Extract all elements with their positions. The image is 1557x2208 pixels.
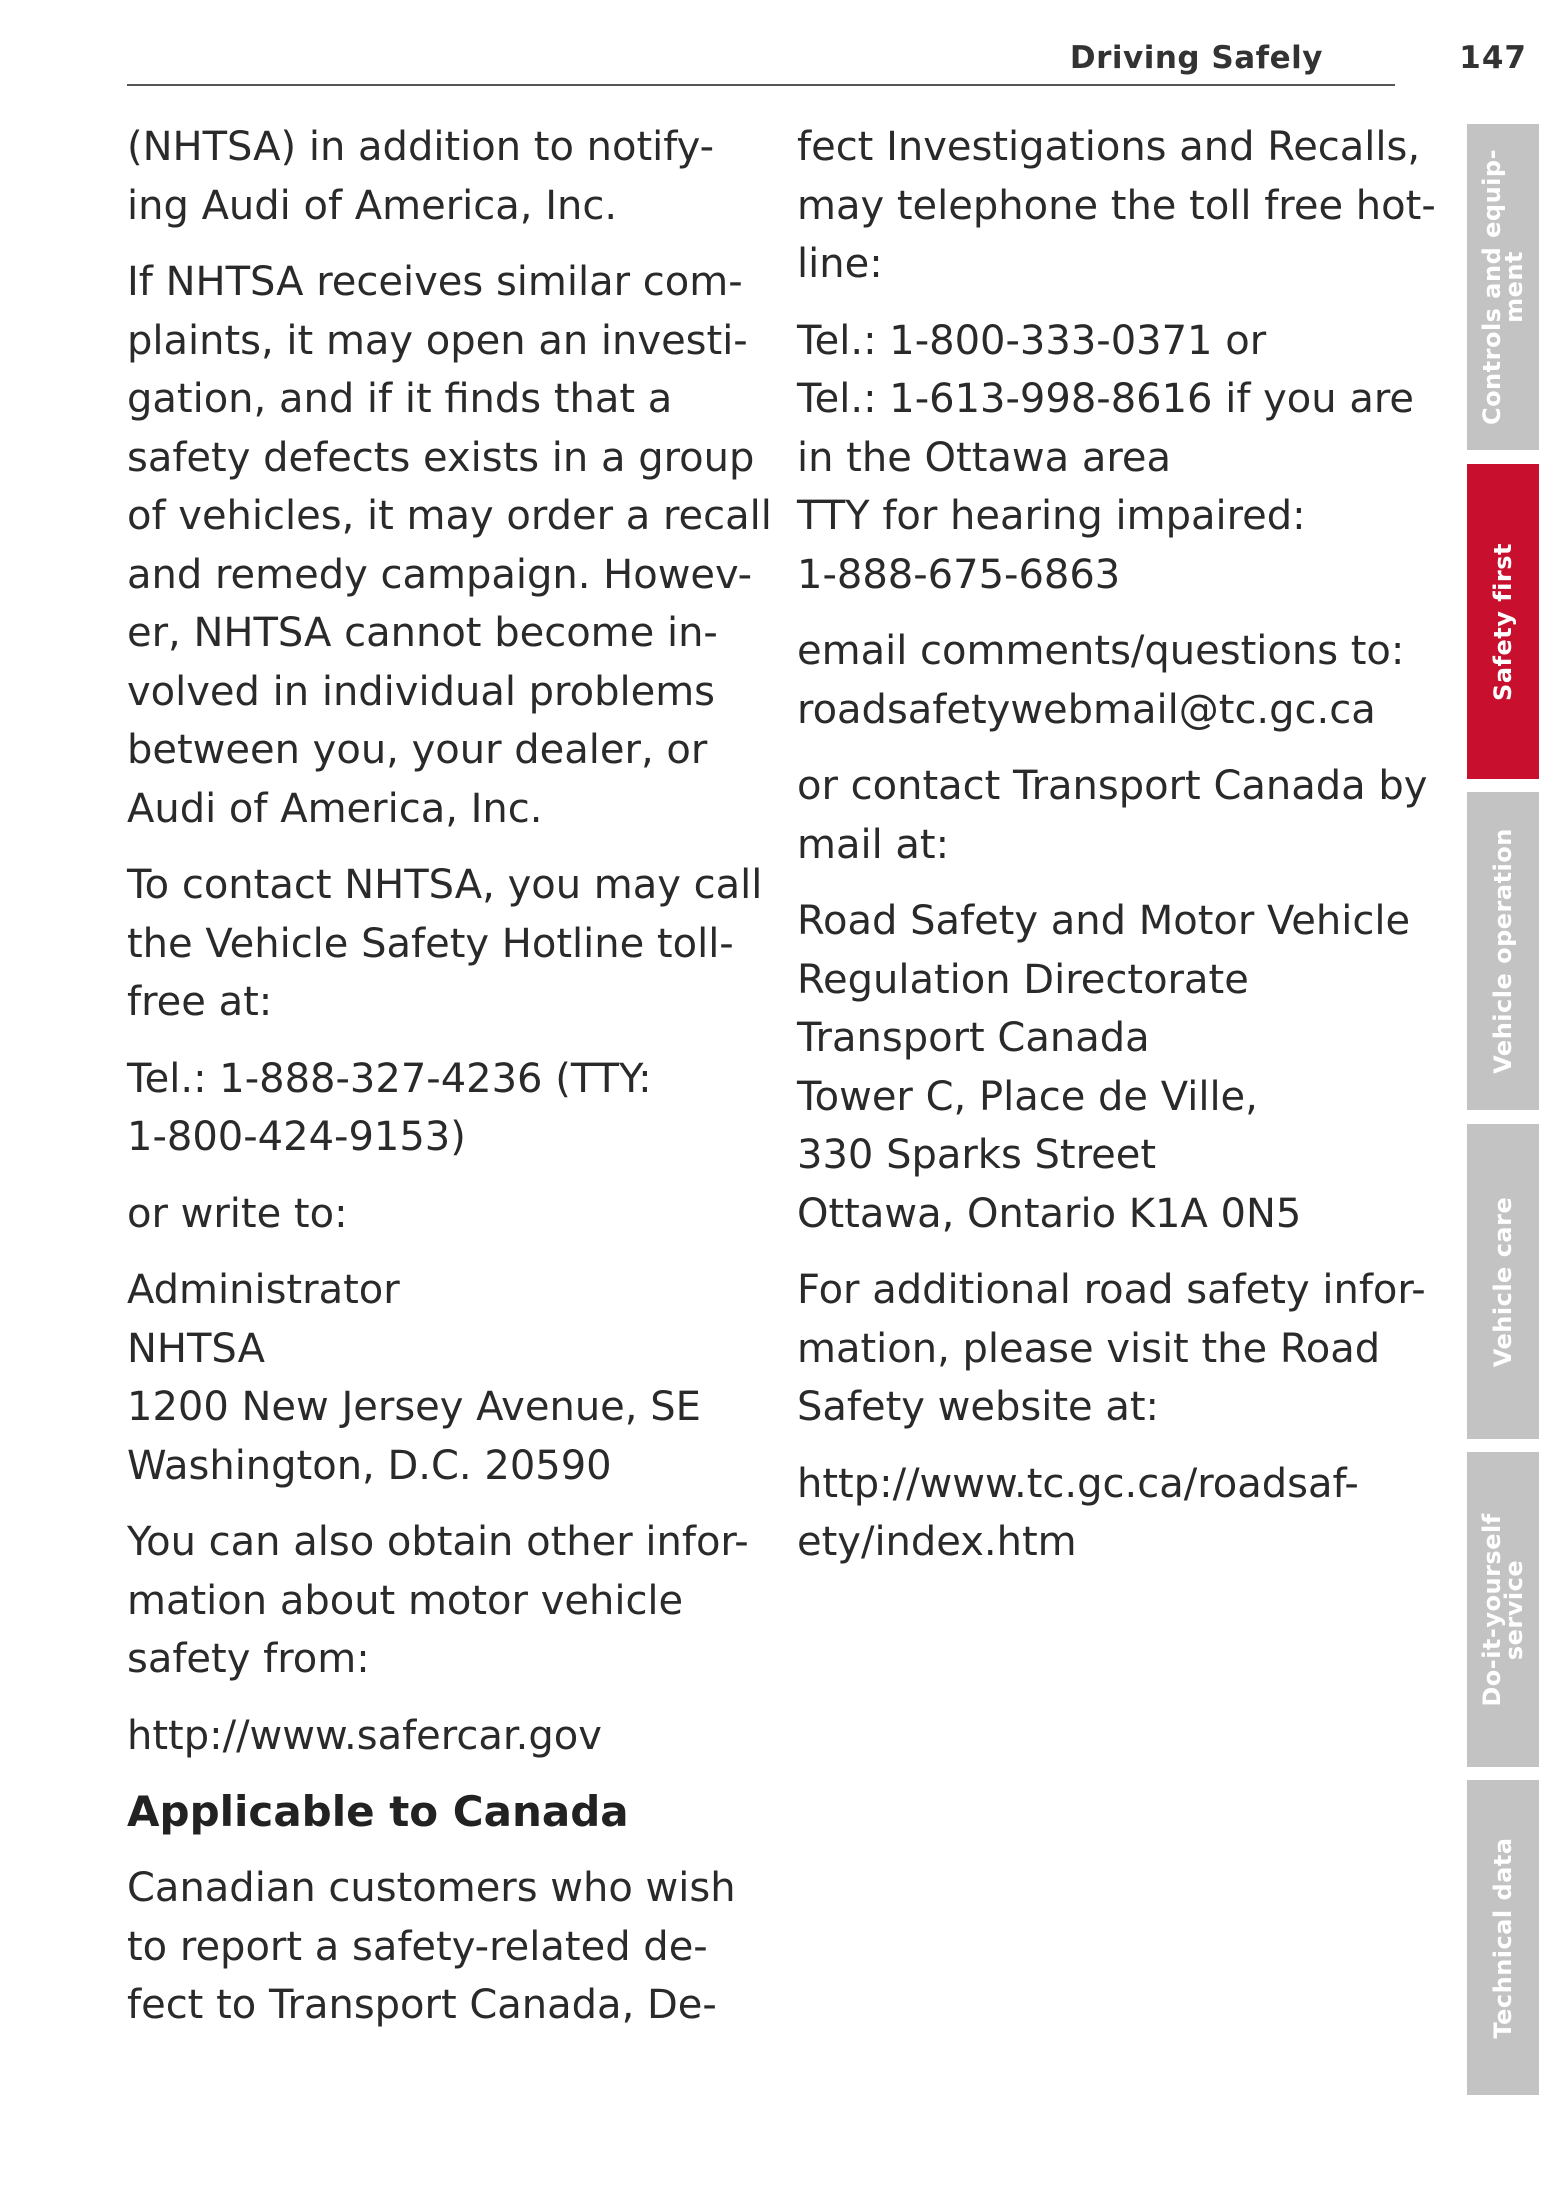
text-line: Canadian customers who wish: [127, 1865, 736, 1911]
chapter-tab-safety-first[interactable]: [1467, 464, 1539, 779]
text-line: fect Investigations and Recalls,: [797, 124, 1421, 170]
tab-label-line: Controls and equip-: [1478, 148, 1506, 426]
text-line: of vehicles, it may order a recall: [127, 493, 772, 539]
text-line: plaints, it may open an investi-: [127, 317, 748, 364]
text-line: Tower C, Place de Ville,: [797, 1073, 1258, 1120]
text-line: Audi of America, Inc.: [127, 785, 543, 832]
canada-email: [797, 622, 1417, 739]
text-line: Regulation Directorate: [797, 956, 1249, 1003]
paragraph: [797, 118, 1436, 294]
section-heading: Applicable to Canada: [127, 1787, 629, 1836]
canada-address: [797, 892, 1417, 1243]
chapter-tab-technical-data[interactable]: [1467, 1780, 1539, 2095]
chapter-tab-vehicle-operation[interactable]: [1467, 792, 1539, 1110]
chapter-tab-vehicle-care[interactable]: [1467, 1124, 1539, 1439]
road-safety-url: [797, 1455, 1417, 1572]
text-line: mation about motor vehicle: [127, 1577, 684, 1624]
text-line: You can also obtain other infor-: [127, 1519, 749, 1565]
chapter-tab-label: [1489, 1196, 1517, 1367]
text-line: mation, please visit the Road: [797, 1325, 1381, 1372]
page-header: [127, 36, 1527, 86]
left-column: [127, 118, 772, 2053]
text-line: and remedy campaign. Howev-: [127, 551, 753, 598]
text-line: in the Ottawa area: [797, 434, 1172, 481]
chapter-tab-do-it-yourself-service[interactable]: [1467, 1452, 1539, 1767]
text-line: volved in individual problems: [127, 668, 716, 715]
chapter-tab-label: [1489, 828, 1517, 1074]
text-line: er, NHTSA cannot become in-: [127, 610, 718, 656]
tab-label-line: Vehicle care: [1489, 1196, 1517, 1367]
chapter-tab-sidebar: [1467, 124, 1539, 2084]
text-line: gation, and if it finds that a: [127, 376, 673, 422]
text-line: Washington, D.C. 20590: [127, 1442, 612, 1489]
paragraph: [797, 757, 1428, 874]
tab-label-line: Safety first: [1489, 542, 1517, 701]
tab-label-line: ment: [1500, 251, 1528, 323]
text-line: safety from:: [127, 1636, 370, 1682]
text-line: or contact Transport Canada by: [797, 763, 1428, 809]
text-line: (NHTSA) in addition to notify-: [127, 124, 715, 170]
text-line: free at:: [127, 979, 273, 1025]
paragraph: [127, 118, 747, 235]
text-line: 1200 New Jersey Avenue, SE: [127, 1384, 701, 1430]
chapter-tab-controls-and-equipment[interactable]: [1467, 124, 1539, 450]
text-line: To contact NHTSA, you may call: [127, 862, 763, 908]
paragraph: [127, 1185, 747, 1244]
tab-label-line: service: [1500, 1559, 1528, 1660]
text-line: 1-888-675-6863: [797, 551, 1121, 598]
page-number: 147: [1459, 40, 1527, 76]
text-line: or write to:: [127, 1190, 348, 1237]
text-line: http://www.safercar.gov: [127, 1712, 602, 1759]
text-line: Transport Canada: [797, 1015, 1150, 1061]
tab-label-line: Vehicle operation: [1489, 828, 1517, 1074]
text-line: Road Safety and Motor Vehicle: [797, 898, 1411, 944]
text-line: Tel.: 1-613-998-8616 if you are: [797, 376, 1415, 422]
chapter-tab-label: [1489, 1836, 1517, 2039]
text-line: fect to Transport Canada, De-: [127, 1982, 717, 2028]
text-line: 330 Sparks Street: [797, 1132, 1157, 1178]
nhtsa-phone: [127, 1050, 747, 1167]
text-line: may telephone the toll free hot-: [797, 182, 1436, 229]
text-line: If NHTSA receives similar com-: [127, 259, 743, 305]
text-line: Administrator: [127, 1267, 400, 1313]
text-line: Tel.: 1-800-333-0371 or: [797, 317, 1267, 364]
right-column: [797, 118, 1436, 1590]
chapter-tab-label: [1478, 148, 1528, 426]
text-line: TTY for hearing impaired:: [797, 493, 1306, 539]
text-line: Safety website at:: [797, 1384, 1160, 1430]
text-line: email comments/questions to:: [797, 628, 1405, 674]
paragraph: [127, 253, 772, 838]
paragraph: [127, 1859, 747, 2035]
chapter-tab-label: [1489, 542, 1517, 701]
safercar-url: [127, 1707, 747, 1766]
text-line: roadsafetywebmail@tc.gc.ca: [797, 686, 1376, 733]
text-line: mail at:: [797, 821, 950, 868]
text-line: ety/index.htm: [797, 1519, 1077, 1565]
text-line: to report a safety-related de-: [127, 1923, 708, 1970]
header-divider: [127, 84, 1395, 86]
text-line: the Vehicle Safety Hotline toll-: [127, 920, 734, 967]
text-line: Tel.: 1-888-327-4236 (TTY:: [127, 1055, 652, 1102]
text-line: 1-800-424-9153): [127, 1114, 466, 1160]
text-line: safety defects exists in a group: [127, 434, 755, 481]
text-line: between you, your dealer, or: [127, 727, 708, 773]
text-line: For additional road safety infor-: [797, 1267, 1426, 1313]
tab-label-line: Do-it-yourself: [1478, 1512, 1506, 1707]
text-line: http://www.tc.gc.ca/roadsaf-: [797, 1460, 1359, 1507]
canada-phone: [797, 312, 1417, 605]
nhtsa-address: [127, 1261, 747, 1495]
paragraph: [127, 856, 763, 1032]
section-title: Driving Safely: [1069, 40, 1323, 76]
text-line: Ottawa, Ontario K1A 0N5: [797, 1190, 1302, 1237]
text-line: NHTSA: [127, 1325, 265, 1372]
paragraph: [127, 1513, 747, 1689]
text-line: line:: [797, 241, 883, 287]
tab-label-line: Technical data: [1489, 1836, 1517, 2039]
text-line: ing Audi of America, Inc.: [127, 182, 618, 229]
chapter-tab-label: [1478, 1512, 1528, 1707]
paragraph: [797, 1261, 1426, 1437]
